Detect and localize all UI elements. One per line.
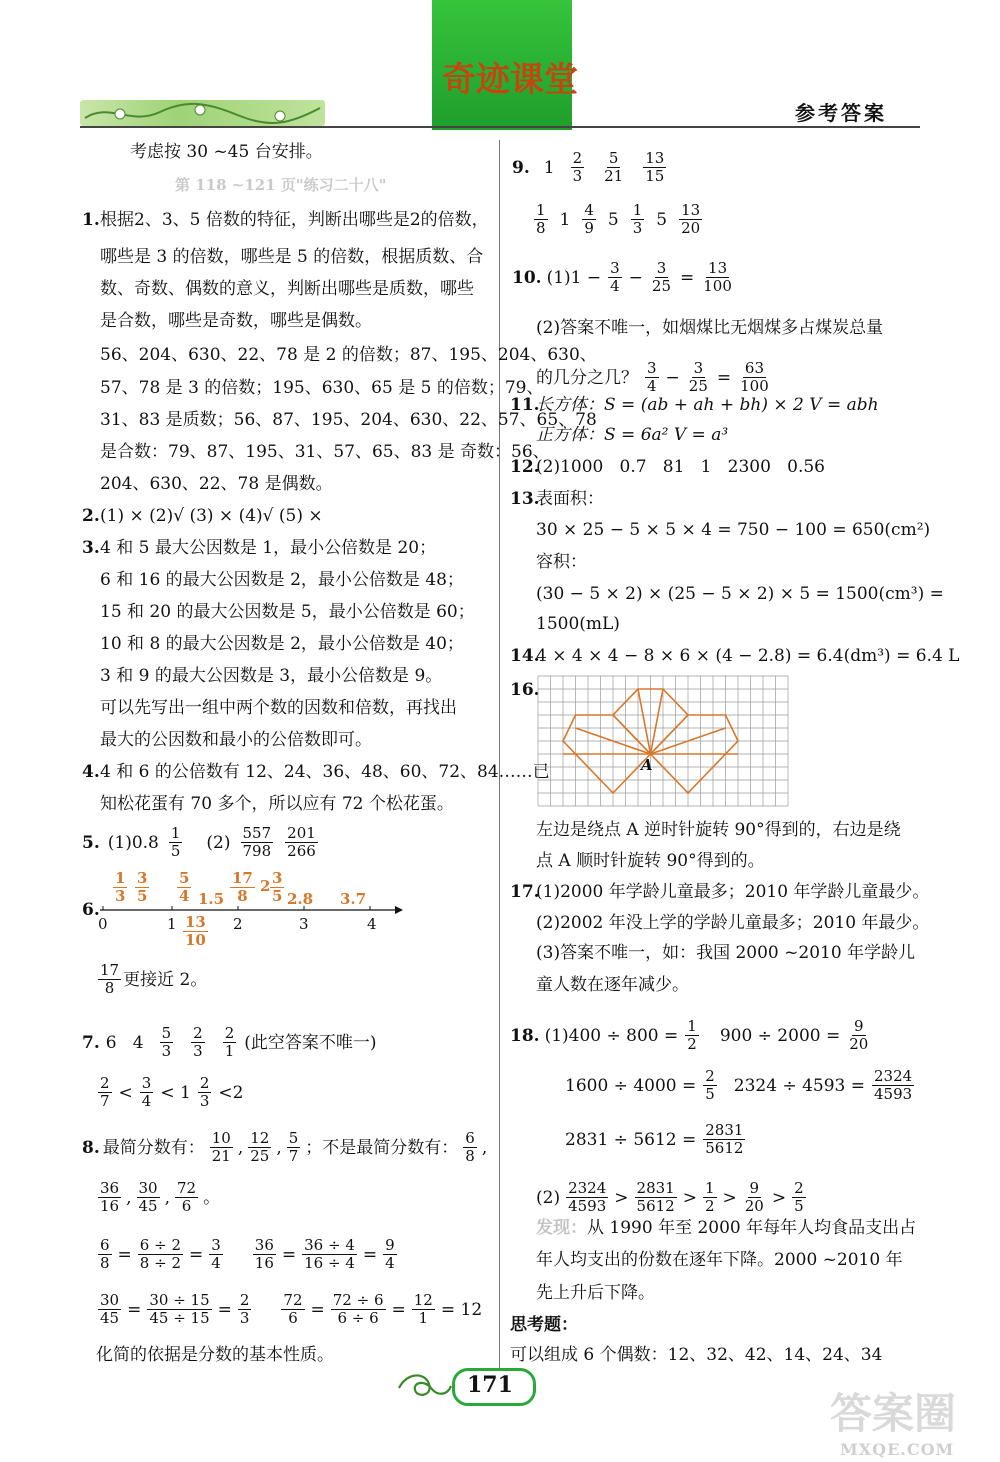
q16-line: 左边是绕点 A 逆时针旋转 90°得到的，右边是绕: [536, 820, 901, 840]
q7-values: 6 4: [105, 1032, 144, 1053]
q9-whole: 5: [607, 209, 619, 230]
q3-line: 6 和 16 的最大公因数是 2，最小公倍数是 48；: [100, 570, 464, 590]
fraction: $\frac{5}{3}$: [161, 1024, 172, 1060]
fraction: $\frac{72 \div 6}{6 \div 6}$: [332, 1291, 384, 1327]
q16-line: 点 A 顺时针旋转 90°得到的。: [536, 851, 765, 871]
fraction: $\frac{1}{3}$: [632, 201, 643, 237]
fraction: $\frac{2}{1}$: [224, 1024, 235, 1060]
fraction: $\frac{5}{7}$: [288, 1129, 299, 1165]
q6-conclusion: [96, 962, 207, 997]
nl-mark-1-3: $\frac{1}{3}$: [115, 869, 126, 905]
q1-number: 1.: [82, 210, 100, 230]
fraction: $\frac{3}{4}$: [610, 259, 620, 295]
q18-text: (2): [536, 1187, 561, 1208]
watermark-url: MXQE.COM: [840, 1440, 955, 1459]
q17-line: (2)2002 年没上学的学龄儿童最多；2010 年最少。: [536, 913, 930, 933]
tick-label: 0: [98, 915, 108, 933]
nl-mark-2-3-5: $\frac{3}{5}$: [272, 869, 283, 905]
fraction: $\frac{2}{7}$: [100, 1074, 110, 1110]
q13-line: 表面积：: [536, 489, 604, 509]
q18-row: [565, 1068, 916, 1103]
nl-mark-3-5: $\frac{3}{5}$: [137, 869, 148, 905]
q8-simplify-row: $\frac{30}{45}$ = $\frac{30 \div 15}{45 \div 15}$ = $\frac{2}{3}$ $\frac{72}{6}$ = $\frac{72 \div 6}{6 \div 6}$ = $\frac{12}{1}$ = 12: [100, 1291, 483, 1327]
q7-number: 7.: [82, 1032, 100, 1053]
q9-number: 9.: [512, 157, 530, 178]
fraction: $\frac{4}{9}$: [584, 201, 594, 237]
q5-part2: (2): [206, 832, 231, 853]
q11-line: 正方体：S = 6a² V = a³: [536, 425, 729, 445]
fraction: $\frac{2324}{4593}$: [874, 1067, 913, 1103]
q1-line: 31、83 是质数；56、87、195、204、630、22、57、65、78: [100, 410, 597, 430]
q3-line: 15 和 20 的最大公因数是 5，最小公倍数是 60；: [100, 602, 475, 622]
fraction: $\frac{72}{6}$: [283, 1291, 303, 1327]
fraction: $\frac{1}{5}$: [170, 824, 181, 860]
floral-ornament-icon: [80, 100, 325, 126]
q9-row: [512, 150, 668, 185]
q10-row: 10. (1)1 − $\frac{3}{4}$ − $\frac{3}{25}$ = $\frac{13}{100}$: [512, 259, 732, 295]
q17-line: 童人数在逐年减少。: [536, 975, 689, 995]
findings-label: 发现：: [536, 1218, 587, 1238]
q1-line: 204、630、22、78 是偶数。: [100, 474, 333, 494]
fraction: $\frac{5}{21}$: [604, 149, 624, 185]
q2-answer: (1) × (2)√ (3) × (4)√ (5) ×: [100, 506, 323, 526]
q3-line: 10 和 8 的最大公因数是 2，最小公倍数是 40；: [100, 634, 464, 654]
q2-number: 2.: [82, 506, 100, 526]
nl-mark-1-5: 1.5: [198, 890, 225, 908]
q14-number: 14.: [510, 646, 540, 666]
q3-number: 3.: [82, 538, 100, 558]
q8-simplify-row: $\frac{6}{8}$ = $\frac{6 \div 2}{8 \div 2}$ = $\frac{3}{4}$ $\frac{36}{16}$ = $\frac{36 \div 4}{16 \div 4}$ = $\frac{9}{4}$: [100, 1236, 395, 1272]
q10-line: (2)答案不唯一，如烟煤比无烟煤多占煤炭总量: [536, 318, 884, 338]
fraction: $\frac{2}{3}$: [239, 1291, 250, 1327]
fraction: $\frac{36}{16}$: [254, 1236, 274, 1272]
fraction: $\frac{2}{5}$: [794, 1179, 804, 1215]
q18-number: 18.: [510, 1025, 540, 1046]
q5-part1: (1)0.8: [107, 832, 159, 853]
q18-text: 1600 ÷ 4000 =: [565, 1075, 697, 1096]
fraction: $\frac{36}{16}$: [100, 1179, 120, 1215]
q9-value: 1: [543, 157, 555, 178]
fraction: $\frac{12}{1}$: [413, 1291, 433, 1327]
q9-whole: 1: [559, 209, 571, 230]
fraction: $\frac{3}{4}$: [211, 1236, 221, 1272]
fraction: $\frac{6 \div 2}{8 \div 2}$: [139, 1236, 181, 1272]
findings-line: [536, 1218, 916, 1238]
q7-note: (此空答案不唯一): [244, 1032, 377, 1053]
q1-line: 56、204、630、22、78 是 2 的倍数；87、195、204、630、: [100, 345, 597, 365]
q5-row: [82, 825, 320, 860]
q11-line: 长方体：S = (ab + ah + bh) × 2 V = abh: [536, 395, 879, 415]
section-title: 第 118 ~121 页"练习二十八": [175, 176, 387, 194]
watermark-logo: 答案圈: [830, 1389, 957, 1438]
nl-mark-2-3-5-whole: 2: [260, 877, 271, 895]
q1-line: 根据2、3、5 倍数的特征，判断出哪些是2的倍数，: [100, 210, 489, 230]
rotation-grid-figure: [537, 675, 789, 807]
q7-row: [82, 1025, 377, 1060]
nl-mark-13-10: $\frac{13}{10}$: [185, 913, 206, 949]
q8-row: 8. 最简分数有： $\frac{10}{21}$ , $\frac{12}{25}$ , $\frac{5}{7}$ ；不是最简分数有： $\frac{6}{8}$ ,: [82, 1129, 488, 1165]
fraction: $\frac{557}{798}$: [242, 824, 272, 860]
fraction: $\frac{72}{6}$: [177, 1179, 197, 1215]
fraction: $\frac{3}{25}$: [688, 359, 708, 395]
fraction: $\frac{2}{3}$: [193, 1024, 203, 1060]
q3-line: 最大的公因数和最小的公倍数即可。: [100, 730, 372, 750]
fraction: $\frac{1}{8}$: [536, 201, 546, 237]
findings-line: 年人均支出的份数在逐年下降。2000 ~2010 年: [536, 1250, 903, 1270]
q8-text: 最简分数有：: [102, 1137, 205, 1158]
q7-inequality: $\frac{2}{7}$ < $\frac{3}{4}$ < 1 $\frac{2}{3}$ <2: [100, 1074, 244, 1110]
q12-answer: (2)1000 0.7 81 1 2300 0.56: [536, 457, 825, 477]
fraction: $\frac{10}{21}$: [211, 1129, 231, 1165]
nl-mark-5-4: $\frac{5}{4}$: [179, 869, 190, 905]
q16-number: 16.: [510, 680, 540, 700]
q1-line: 是合数：79、87、195、31、57、65、83 是 奇数：56、: [100, 442, 550, 462]
fraction: $\frac{30 \div 15}{45 \div 15}$: [149, 1291, 210, 1327]
q18-row: [510, 1018, 872, 1053]
findings-line: 先上升后下降。: [536, 1283, 655, 1303]
q1-line: 哪些是 3 的倍数，哪些是 5 的倍数，根据质数、合: [100, 247, 484, 267]
q5-number: 5.: [82, 832, 100, 853]
fraction: $\frac{36 \div 4}{16 \div 4}$: [304, 1236, 355, 1272]
q13-number: 13.: [510, 489, 540, 509]
fraction: $\frac{201}{266}$: [287, 824, 316, 860]
q8-nonsimplest: $\frac{36}{16}$ , $\frac{30}{45}$ , $\frac{72}{6}$ 。: [100, 1179, 221, 1215]
q13-line: 容积：: [536, 552, 587, 572]
logo: [432, 0, 578, 130]
fraction: $\frac{9}{4}$: [385, 1236, 395, 1272]
q6-text: 更接近 2。: [123, 969, 208, 990]
logo-text: 奇迹课堂: [442, 60, 578, 100]
q1-line: 是合数，哪些是奇数，哪些是偶数。: [100, 311, 372, 331]
fraction: $\frac{63}{100}$: [740, 359, 769, 395]
q1-line: 57、78 是 3 的倍数；195、630、65 是 5 的倍数；79、: [100, 378, 544, 398]
q8-number: 8.: [82, 1137, 100, 1158]
q18-text: (1)400 ÷ 800 =: [544, 1025, 679, 1046]
q18-text: 2831 ÷ 5612 =: [565, 1129, 697, 1150]
think-answer: 可以组成 6 个偶数：12、32、42、14、24、34: [510, 1345, 883, 1365]
fraction: $\frac{3}{4}$: [141, 1074, 152, 1110]
fraction: $\frac{2}{5}$: [705, 1067, 715, 1103]
fraction: $\frac{9}{20}$: [849, 1017, 869, 1053]
q10-text: 的几分之几？: [536, 367, 638, 388]
q6-number: 6.: [82, 900, 100, 920]
header-divider: [80, 126, 920, 128]
think-label: 思考题：: [510, 1315, 578, 1335]
fraction: $\frac{17}{8}$: [100, 961, 120, 997]
tick-label: 1: [167, 915, 177, 933]
q4-number: 4.: [82, 762, 100, 782]
fraction: $\frac{3}{25}$: [651, 259, 672, 295]
q9-whole: 5: [656, 209, 668, 230]
tick-label: 2: [233, 915, 243, 933]
q10-number: 10.: [512, 267, 542, 288]
fraction: $\frac{9}{20}$: [744, 1179, 764, 1215]
q18-text: 2324 ÷ 4593 =: [733, 1075, 866, 1096]
tick-label: 3: [299, 915, 309, 933]
nl-mark-3-7: 3.7: [340, 890, 367, 908]
fraction: $\frac{13}{100}$: [703, 259, 732, 295]
fraction: $\frac{6}{8}$: [465, 1129, 475, 1165]
carry-over-line: 考虑按 30 ~45 台安排。: [130, 142, 323, 162]
fraction: $\frac{1}{2}$: [704, 1179, 715, 1215]
fraction: $\frac{12}{25}$: [250, 1129, 270, 1165]
q17-line: (1)2000 年学龄儿童最多；2010 年学龄儿童最少。: [536, 882, 930, 902]
q9-row2: [532, 202, 704, 237]
q13-line: 1500(mL): [536, 614, 620, 634]
q4-line: 4 和 6 的公倍数有 12、24、36、48、60、72、84……已: [100, 762, 550, 782]
q18-row: [565, 1122, 747, 1157]
q18-text: 900 ÷ 2000 =: [719, 1025, 841, 1046]
fraction: $\frac{2}{3}$: [572, 149, 583, 185]
fraction: $\frac{13}{15}$: [645, 149, 665, 185]
fraction: $\frac{2324}{4593}$: [568, 1179, 607, 1215]
nl-mark-17-8: $\frac{17}{8}$: [232, 869, 253, 905]
q4-line: 知松花蛋有 70 多个，所以应有 72 个松花蛋。: [100, 794, 454, 814]
swirl-ornament-icon: [395, 1368, 455, 1402]
nl-mark-2-8: 2.8: [287, 890, 314, 908]
page-header-title: 参考答案: [795, 101, 887, 125]
q10-text: (1)1 −: [546, 267, 602, 288]
q8-conclusion: 化简的依据是分数的基本性质。: [96, 1345, 334, 1365]
findings-text: 从 1990 年至 2000 年每年人均食品支出占: [587, 1218, 917, 1238]
fraction: $\frac{13}{20}$: [681, 201, 701, 237]
q14-answer: 4 × 4 × 4 − 8 × 6 × (4 − 2.8) = 6.4(dm³) = 6.4 L: [536, 646, 960, 666]
tick-label: 4: [367, 915, 377, 933]
fraction: $\frac{30}{45}$: [100, 1291, 120, 1327]
q11-number: 11.: [510, 395, 540, 415]
point-a-label: A: [641, 756, 653, 774]
fraction: $\frac{30}{45}$: [138, 1179, 158, 1215]
fraction: $\frac{2831}{5612}$: [636, 1179, 675, 1215]
q8-text: ；不是最简分数有：: [305, 1137, 459, 1158]
q12-number: 12.: [510, 457, 540, 477]
fraction: $\frac{2831}{5612}$: [705, 1121, 744, 1157]
q13-line: (30 − 5 × 2) × (25 − 5 × 2) × 5 = 1500(cm³) =: [536, 584, 944, 604]
fraction: $\frac{2}{3}$: [199, 1074, 210, 1110]
fraction: $\frac{3}{4}$: [647, 359, 657, 395]
page-number: 171: [467, 1372, 513, 1398]
q17-number: 17.: [510, 882, 540, 902]
q3-line: 4 和 5 最大公因数是 1，最小公倍数是 20；: [100, 538, 437, 558]
q10-row2: 的几分之几？ $\frac{3}{4}$ − $\frac{3}{25}$ = $\frac{63}{100}$: [536, 359, 769, 395]
column-divider: [499, 140, 500, 1375]
fraction: $\frac{6}{8}$: [100, 1236, 110, 1272]
q8-result: = 12: [440, 1299, 483, 1320]
header-decoration: [80, 100, 325, 126]
q3-line: 3 和 9 的最大公因数是 3，最小公倍数是 9。: [100, 666, 443, 686]
q17-line: (3)答案不唯一，如：我国 2000 ~2010 年学龄儿: [536, 943, 916, 963]
q18-comparison: (2) $\frac{2324}{4593}$ > $\frac{2831}{5612}$ > $\frac{1}{2}$ > $\frac{9}{20}$ > $\frac{2}{5}$: [536, 1179, 804, 1215]
q1-line: 数、奇数、偶数的意义，判断出哪些是质数，哪些: [100, 279, 474, 299]
q13-line: 30 × 25 − 5 × 5 × 4 = 750 − 100 = 650(cm²): [536, 520, 931, 540]
q3-line: 可以先写出一组中两个数的因数和倍数，再找出: [100, 698, 457, 718]
fraction: $\frac{1}{2}$: [687, 1017, 697, 1053]
